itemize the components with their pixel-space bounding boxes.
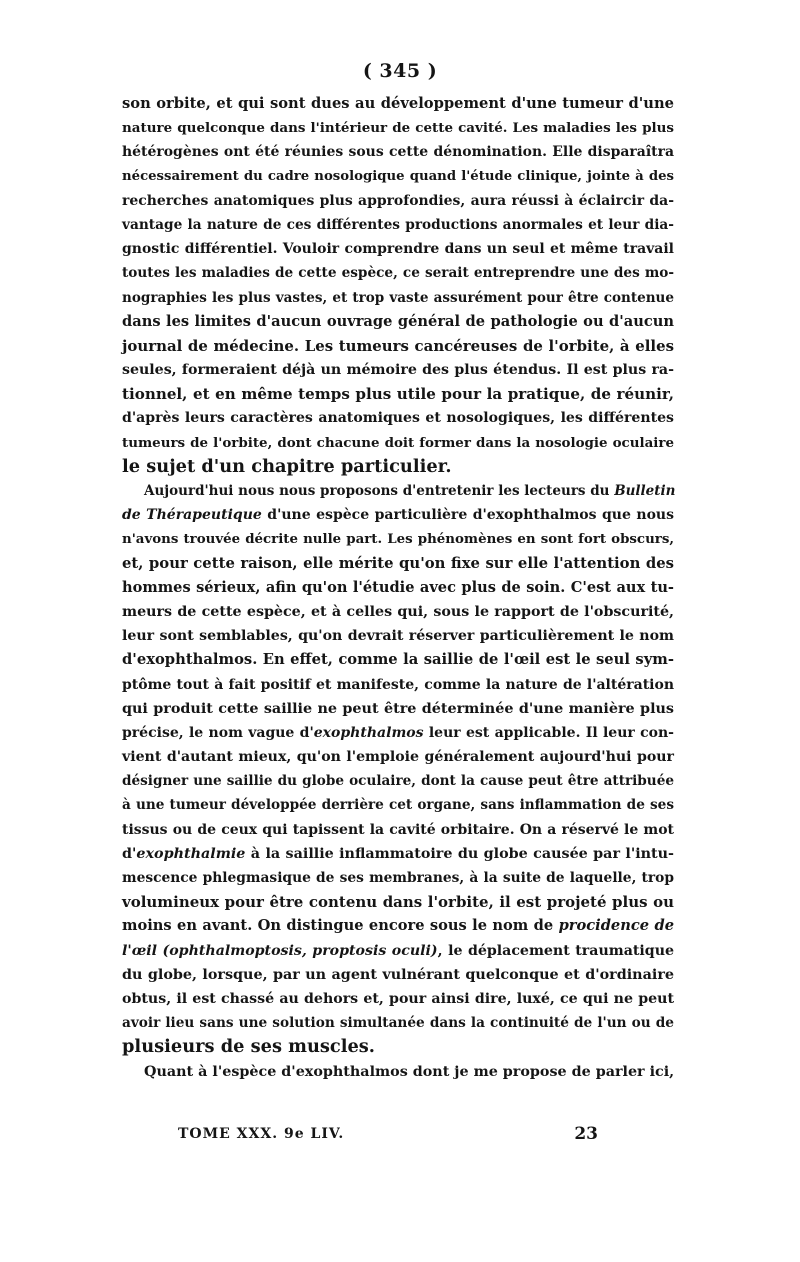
text-line: ptôme tout à fait positif et manifeste, comme la nature de l'altération [122, 676, 674, 693]
text-line: hommes sérieux, afin qu'on l'étudie avec plus de soin. C'est aux tu- [122, 578, 674, 596]
text-line: plusieurs de ses muscles. [122, 1036, 376, 1058]
text-line: son orbite, et qui sont dues au développement d'une tumeur d'une [122, 95, 674, 112]
text-line: nécessairement du cadre nosologique quand l'étude clinique, jointe à des [122, 168, 674, 184]
italic-run: exophthalmos [313, 724, 424, 741]
text-line: à une tumeur développée derrière cet organe, sans inflammation de ses [122, 797, 674, 814]
text-run: , le déplacement traumatique [437, 942, 674, 959]
text-line: désigner une saillie du globe oculaire, dont la cause peut être attribuée [122, 773, 674, 790]
text-line: journal de médecine. Les tumeurs cancéreuses de l'orbite, à elles [122, 336, 674, 355]
text-run: leur est applicable. Il leur con- [423, 724, 675, 741]
text-line: tissus ou de ceux qui tapissent la cavité orbitaire. On a réservé le mot [122, 821, 674, 838]
text-line: tionnel, et en même temps plus utile pour la pratique, de réunir, [122, 385, 674, 404]
paragraph [122, 1060, 674, 1084]
text-line: d'après leurs caractères anatomiques et nosologiques, les différentes [122, 410, 674, 427]
text-line: du globe, lorsque, par un agent vulnérant quelconque et d'ordinaire [122, 966, 674, 983]
text-line [122, 939, 674, 963]
text-line: nographies les plus vastes, et trop vaste assurément pour être contenue [122, 289, 674, 306]
text-run: à la saillie inflammatoire du globe causée par l'intu- [245, 845, 674, 862]
volume-label: TOME XXX. 9e LIV. [178, 1126, 345, 1142]
text-line: gnostic différentiel. Vouloir comprendre dans un seul et même travail [122, 241, 674, 258]
paragraph [122, 92, 674, 479]
text-line: nature quelconque dans l'intérieur de cette cavité. Les maladies les plus [122, 120, 674, 137]
text-line: leur sont semblables, qu'on devrait réserver particulièrement le nom [122, 628, 674, 645]
text-line: tumeurs de l'orbite, dont chacune doit former dans la nosologie oculaire [122, 434, 674, 451]
text-line: Quant à l'espèce d'exophthalmos dont je me propose de parler ici, [144, 1063, 675, 1080]
text-line: seules, formeraient déjà un mémoire des plus étendus. Il est plus ra- [122, 362, 674, 379]
text-line [122, 503, 674, 527]
text-line: vantage la nature de ces différentes productions anormales et leur dia- [122, 216, 674, 233]
text-line: hétérogènes ont été réunies sous cette dénomination. Elle disparaîtra [122, 144, 674, 161]
italic-run: de Thérapeutique [122, 507, 262, 524]
text-line: et, pour cette raison, elle mérite qu'on fixe sur elle l'attention des [122, 554, 674, 572]
text-line: toutes les maladies de cette espèce, ce serait entreprendre une des mo- [122, 265, 674, 282]
text-line: avoir lieu sans une solution simultanée dans la continuité de l'un ou de [122, 1015, 674, 1032]
text-run: moins en avant. On distingue encore sous le nom de [122, 917, 559, 935]
text-line: d'exophthalmos. En effet, comme la saillie de l'œil est le seul sym- [122, 651, 674, 669]
text-run: précise, le nom vague d' [122, 724, 314, 741]
text-line: mescence phlegmasique de ses membranes, à la suite de laquelle, trop [122, 870, 674, 886]
body-text [122, 92, 674, 1084]
text-line: n'avons trouvée décrite nulle part. Les phénomènes en sont fort obscurs, [122, 531, 674, 548]
text-line: volumineux pour être contenu dans l'orbite, il est projeté plus ou [122, 893, 674, 912]
paragraph [122, 479, 674, 1060]
page-footer [178, 1126, 598, 1142]
italic-run: procidence de [558, 917, 674, 935]
text-line [122, 479, 674, 503]
text-line: obtus, il est chassé au dehors et, pour ainsi dire, luxé, ce qui ne peut [122, 990, 674, 1007]
text-line: vient d'autant mieux, qu'on l'emploie généralement aujourd'hui pour [122, 749, 674, 766]
text-run: d' [122, 845, 137, 862]
text-line [122, 914, 674, 938]
italic-run: exophthalmie [136, 845, 246, 862]
italic-run: l'œil (ophthalmoptosis, proptosis oculi) [122, 942, 438, 959]
text-line: qui produit cette saillie ne peut être déterminée d'une manière plus [122, 700, 674, 717]
italic-run: Bulletin [614, 483, 676, 499]
text-line: recherches anatomiques plus approfondies, aura réussi à éclaircir da- [122, 192, 674, 209]
text-run: Aujourd'hui nous nous proposons d'entretenir les lecteurs du [144, 483, 615, 499]
text-line [122, 842, 674, 866]
text-line [122, 721, 674, 745]
text-run: d'une espèce particulière d'exophthalmos que nous [261, 507, 674, 524]
text-line: le sujet d'un chapitre particulier. [122, 455, 452, 477]
text-line: dans les limites d'aucun ouvrage général de pathologie ou d'aucun [122, 312, 674, 330]
text-line: meurs de cette espèce, et à celles qui, sous le rapport de l'obscurité, [122, 603, 674, 620]
signature-mark: 23 [574, 1124, 598, 1144]
page-number: ( 345 ) [362, 60, 438, 82]
